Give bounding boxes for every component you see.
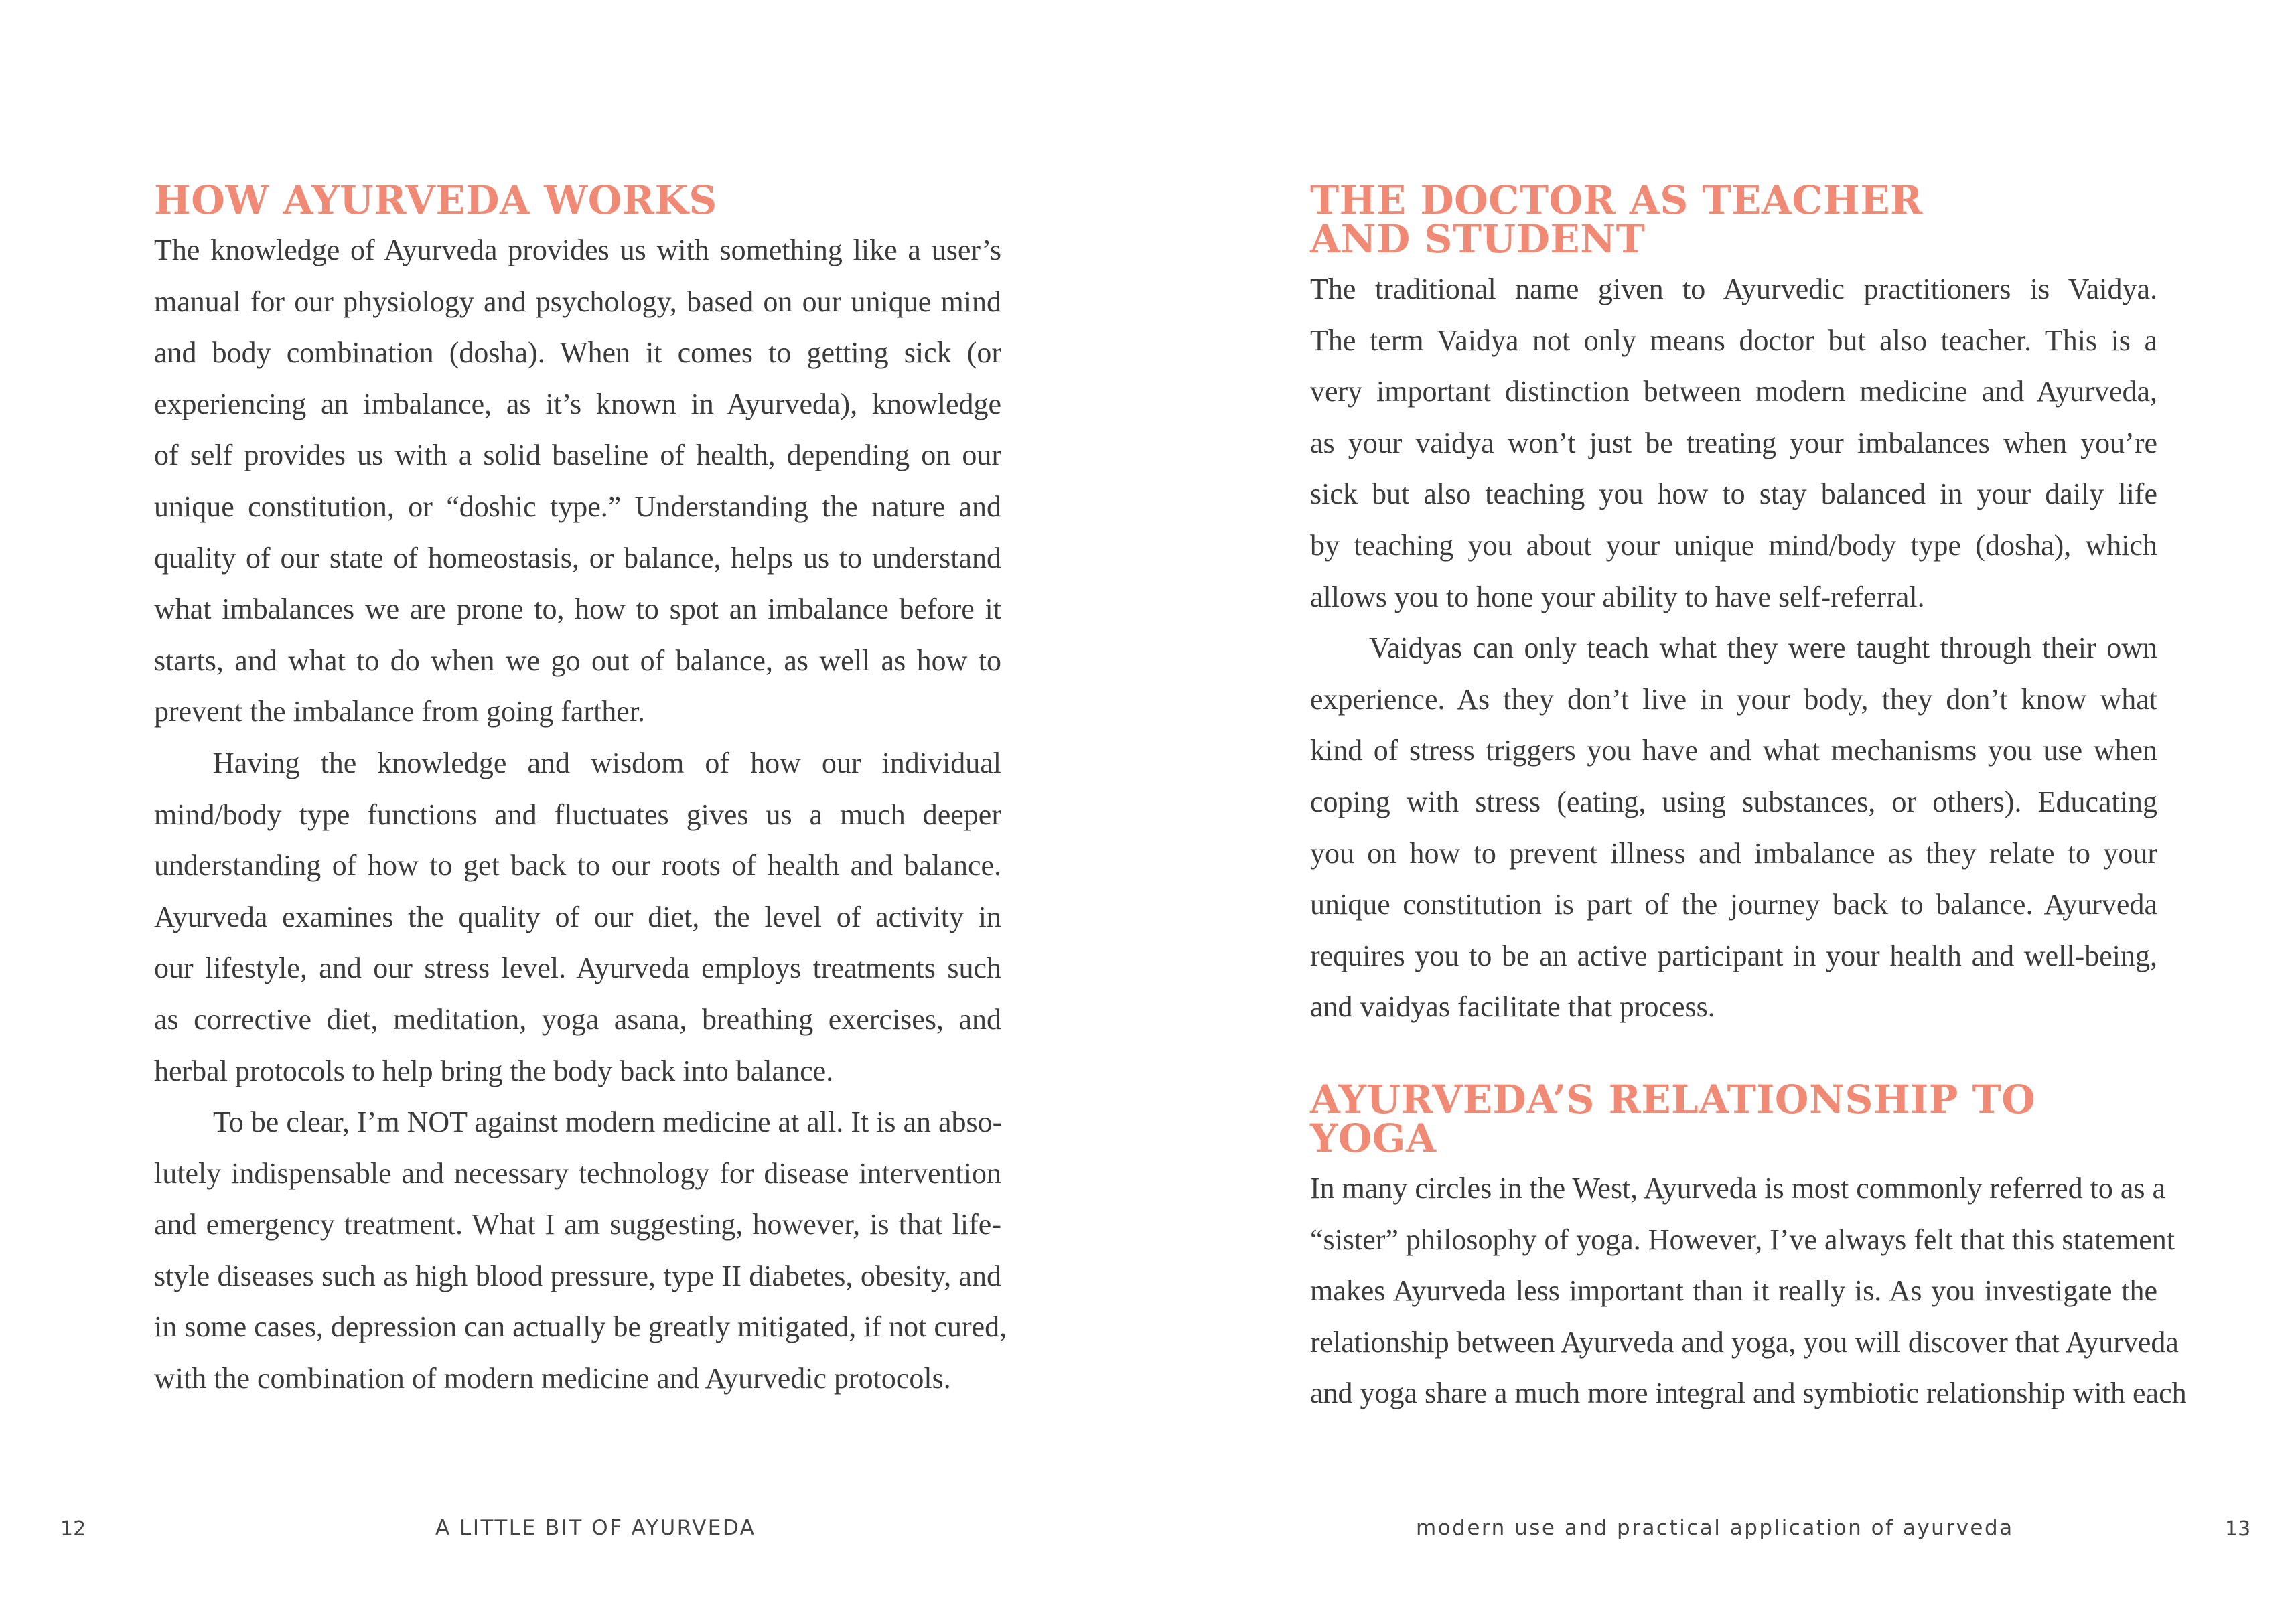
text-line: coping with stress (eating, using substances, or others). Educating: [1310, 785, 2157, 818]
text-line: To be clear, I’m NOT against modern medicine at all. It is an abso-: [213, 1105, 1003, 1139]
paragraph: [1310, 623, 2157, 1033]
paragraph: [154, 1097, 1007, 1405]
text-line: of self provides us with a solid baseline of health, depending on our: [154, 439, 1001, 472]
text-line: style diseases such as high blood pressure, type II diabetes, obesity, and: [154, 1259, 1001, 1292]
text-line: “sister” philosophy of yoga. However, I’ve always felt that this statement: [1310, 1223, 2175, 1256]
text-line: experiencing an imbalance, as it’s known in Ayurveda), knowledge: [154, 387, 1001, 420]
paragraph: [154, 225, 1001, 738]
text-line: understanding of how to get back to our roots of health and balance.: [154, 849, 1001, 883]
text-line: with the combination of modern medicine and Ayurvedic protocols.: [154, 1362, 951, 1395]
text-line: The term Vaidya not only means doctor but also teacher. This is a: [1310, 323, 2157, 357]
text-line: as your vaidya won’t just be treating your imbalances when you’re: [1310, 426, 2157, 459]
paragraph: [1310, 1163, 2187, 1420]
text-line: mind/body type functions and fluctuates gives us a much deeper: [154, 797, 1001, 831]
right-column: [1310, 177, 2187, 1420]
running-head: A LITTLE BIT OF AYURVEDA: [435, 1516, 756, 1540]
text-line: and vaidyas facilitate that process.: [1310, 990, 1715, 1024]
text-line: prevent the imbalance from going farther.: [154, 695, 646, 729]
paragraph: [1310, 264, 2157, 623]
text-line: in some cases, depression can actually be greatly mitigated, if not cured,: [154, 1310, 1007, 1344]
section-heading-doctor-as-teacher: [1310, 177, 2157, 262]
text-line: as corrective diet, meditation, yoga asana, breathing exercises, and: [154, 1002, 1001, 1036]
text-line: and yoga share a much more integral and symbiotic relationship with each: [1310, 1377, 2187, 1410]
heading-line: AND STUDENT: [1310, 216, 1646, 262]
text-line: you on how to prevent illness and imbalance as they relate to your: [1310, 836, 2157, 870]
section-heading-how-ayurveda-works: HOW AYURVEDA WORKS: [154, 177, 717, 223]
text-line: Vaidyas can only teach what they were taught through their own: [1369, 631, 2157, 665]
text-line: Having the knowledge and wisdom of how our individual: [213, 746, 1001, 779]
text-line: lutely indispensable and necessary technology for disease intervention: [154, 1156, 1001, 1190]
text-line: allows you to hone your ability to have self-referral.: [1310, 580, 1925, 613]
text-line: The knowledge of Ayurveda provides us with something like a user’s: [154, 234, 1001, 266]
text-line: and emergency treatment. What I am suggesting, however, is that life-: [154, 1208, 1001, 1241]
text-line: The traditional name given to Ayurvedic practitioners is Vaidya.: [1310, 273, 2157, 305]
right-page: [1148, 0, 2296, 1607]
text-line: our lifestyle, and our stress level. Ayurveda employs treatments such: [154, 951, 1001, 985]
text-line: unique constitution, or “doshic type.” Understanding the nature and: [154, 489, 1001, 523]
text-line: starts, and what to do when we go out of balance, as well as how to: [154, 643, 1001, 677]
text-line: kind of stress triggers you have and what mechanisms you use when: [1310, 734, 2157, 767]
text-line: quality of our state of homeostasis, or balance, helps us to understand: [154, 541, 1001, 575]
text-line: very important distinction between modern medicine and Ayurveda,: [1310, 375, 2157, 408]
text-line: relationship between Ayurveda and yoga, you will discover that Ayurveda: [1310, 1325, 2179, 1359]
heading-line: THE DOCTOR AS TEACHER: [1310, 177, 1923, 223]
section-heading-ayurveda-relationship-to-yoga: AYURVEDA’S RELATIONSHIP TO YOGA: [1310, 1076, 2036, 1161]
text-line: requires you to be an active participant in your health and well-being,: [1310, 939, 2157, 972]
text-line: manual for our physiology and psychology, based on our unique mind: [154, 285, 1001, 318]
left-column: [154, 177, 1007, 1405]
text-line: Ayurveda examines the quality of our diet, the level of activity in: [154, 900, 1001, 933]
running-head: modern use and practical application of ayurveda: [1416, 1516, 2014, 1540]
text-line: sick but also teaching you how to stay balanced in your daily life: [1310, 477, 2157, 511]
page-number: 13: [2225, 1517, 2251, 1541]
text-line: and body combination (dosha). When it comes to getting sick (or: [154, 336, 1001, 370]
text-line: In many circles in the West, Ayurveda is most commonly referred to as a: [1310, 1171, 2166, 1205]
text-line: herbal protocols to help bring the body back into balance.: [154, 1054, 834, 1087]
paragraph: [154, 738, 1001, 1097]
text-line: by teaching you about your unique mind/body type (dosha), which: [1310, 528, 2157, 562]
text-line: experience. As they don’t live in your body, they don’t know what: [1310, 682, 2157, 716]
text-line: what imbalances we are prone to, how to spot an imbalance before it: [154, 593, 1001, 626]
text-line: makes Ayurveda less important than it really is. As you investigate the: [1310, 1274, 2157, 1308]
section-spacer: [1310, 1033, 2157, 1080]
text-line: unique constitution is part of the journey back to balance. Ayurveda: [1310, 888, 2157, 921]
page-number: 12: [60, 1517, 86, 1541]
